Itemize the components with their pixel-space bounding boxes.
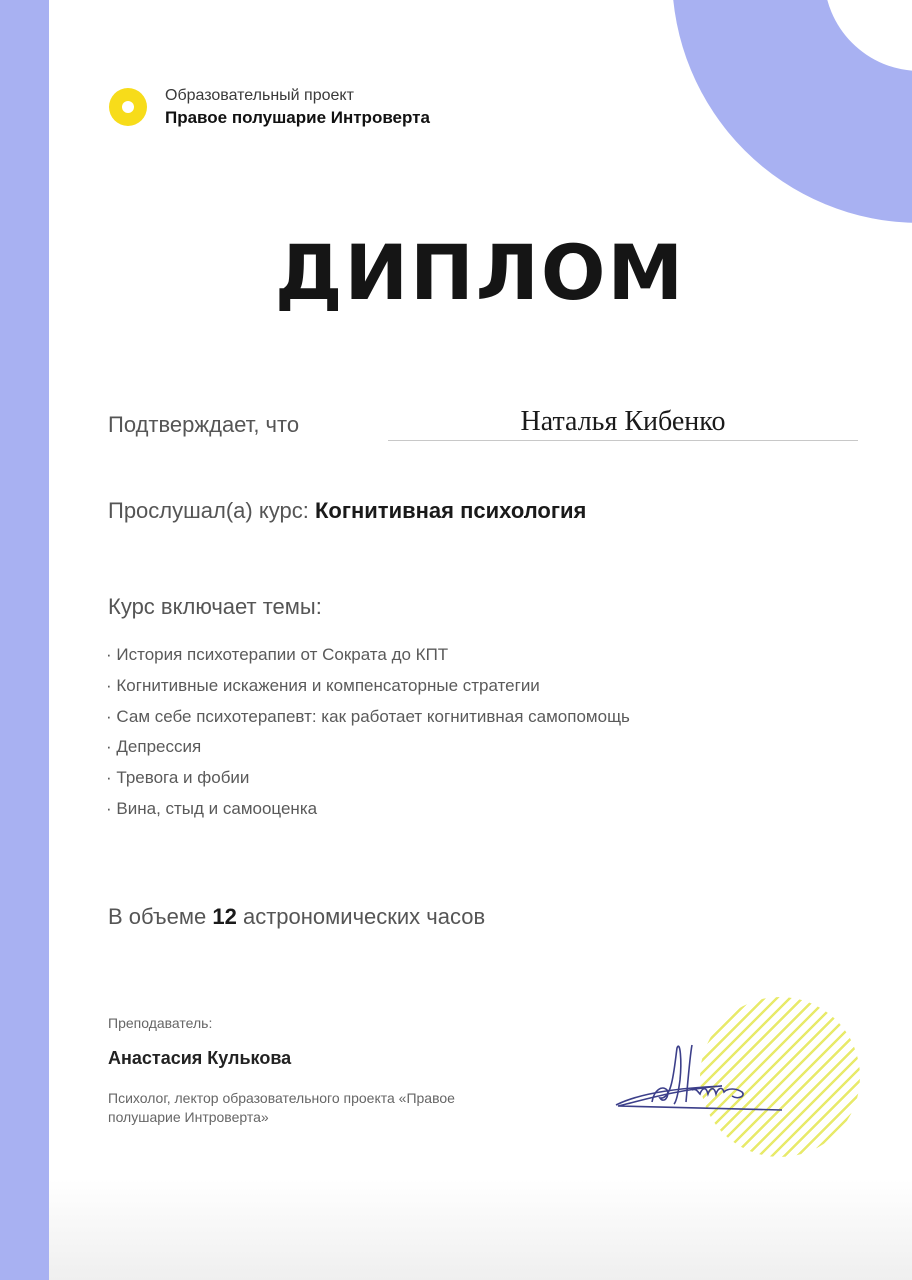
topic-item: · Депрессия: [106, 736, 630, 767]
topic-item: · История психотерапии от Сократа до КПТ: [106, 644, 630, 675]
topic-item: · Сам себе психотерапевт: как работает когнитивная самопомощь: [106, 706, 630, 737]
left-decorative-bar: [0, 0, 49, 1280]
signature-icon: [612, 1030, 802, 1130]
page-shadow: [0, 1180, 912, 1280]
project-label: Образовательный проект: [165, 87, 354, 104]
course-line: [108, 498, 586, 524]
topic-item: · Когнитивные искажения и компенсаторные стратегии: [106, 675, 630, 706]
document-title: ДИПЛОМ: [274, 228, 686, 317]
topic-item: · Вина, стыд и самооценка: [106, 798, 630, 829]
hours-suffix: астрономических часов: [242, 904, 486, 929]
name-underline: [388, 440, 858, 441]
hours-prefix: В объеме: [108, 904, 207, 929]
topic-item: · Тревога и фобии: [106, 767, 630, 798]
topics-title: Курс включает темы:: [108, 594, 322, 619]
teacher-label: Преподаватель:: [108, 1015, 213, 1031]
logo-ring-icon: [109, 88, 147, 126]
project-name: Правое полушарие Интроверта: [165, 108, 430, 127]
teacher-description: Психолог, лектор образовательного проекта «Правое полушарие Интроверта»: [108, 1090, 455, 1125]
course-name: Когнитивная психология: [314, 498, 587, 523]
confirm-label: Подтверждает, что: [108, 412, 300, 437]
hours-value: 12: [212, 904, 237, 929]
hours-line: [108, 904, 485, 930]
student-name: Наталья Кибенко: [520, 406, 726, 437]
topics-list: [106, 644, 630, 829]
teacher-name: Анастасия Кулькова: [108, 1048, 292, 1068]
course-prefix: Прослушал(а) курс:: [108, 498, 309, 523]
